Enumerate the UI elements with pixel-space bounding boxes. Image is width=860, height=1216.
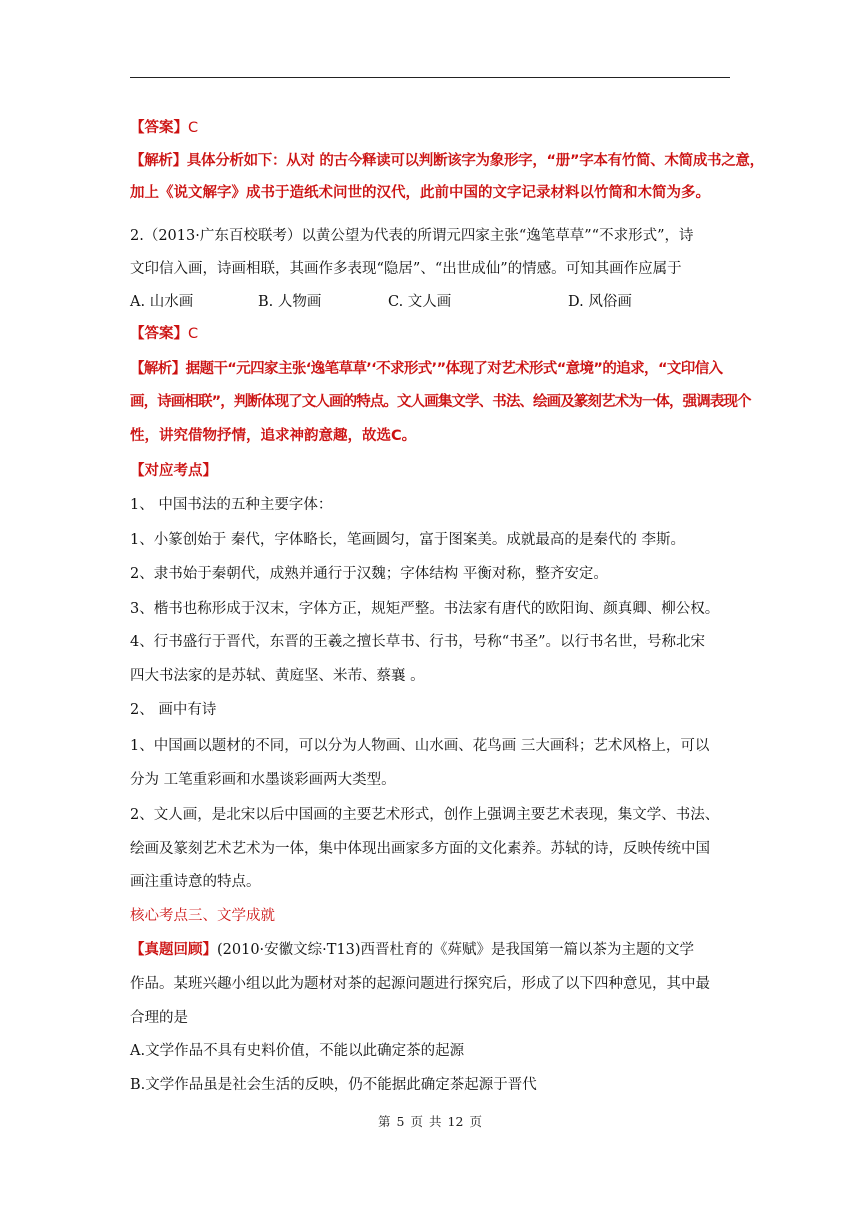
- review-option-a: A.文学作品不具有史料价值，不能以此确定茶的起源: [130, 1043, 465, 1059]
- section-1-title: 1、 中国书法的五种主要字体：: [130, 497, 333, 513]
- review-line-2: 作品。某班兴趣小组以此为题材对茶的起源问题进行探究后，形成了以下四种意见，其中最: [130, 976, 710, 992]
- section-1-item: 3、楷书也称形成于汉末，字体方正，规矩严整。书法家有唐代的欧阳询、颜真卿、柳公权。: [130, 601, 720, 617]
- question-2-line-2: 文印信入画，诗画相联，其画作多表现“隐居”、“出世成仙”的情感。可知其画作应属于: [130, 261, 682, 277]
- review-line-3: 合理的是: [130, 1010, 188, 1026]
- section-2-item: 绘画及篆刻艺术艺术为一体，集中体现出画家多方面的文化素养。苏轼的诗，反映传统中国: [130, 841, 710, 857]
- analysis-2-line-3: 性，讲究借物抒情，追求神韵意趣，故选C。: [130, 428, 417, 444]
- analysis-tag: 【解析】: [130, 152, 187, 169]
- page-total: 12: [447, 1114, 464, 1129]
- option-c: C. 文人画: [388, 294, 452, 310]
- section-1-item: 1、小篆创始于 秦代，字体略长，笔画圆匀，富于图案美。成就最高的是秦代的 李斯。: [130, 532, 685, 548]
- review-line-1: 【真题回顾】(2010·安徽文综·T13)西晋杜育的《荈赋》是我国第一篇以茶为主题的文学: [130, 941, 695, 958]
- section-2-title: 2、 画中有诗: [130, 702, 217, 718]
- section-2-item: 分为 工笔重彩画和水墨谈彩画两大类型。: [130, 772, 396, 788]
- points-heading: 【对应考点】: [130, 462, 217, 479]
- answer-letter: C: [188, 120, 199, 136]
- answer-tag: 【答案】: [130, 119, 188, 136]
- section-2-item: 2、文人画，是北宋以后中国画的主要艺术形式，创作上强调主要艺术表现，集文学、书法、: [130, 807, 720, 823]
- analysis-2-line-1: 【解析】据题干“元四家主张‘逸笔草草’‘不求形式’”体现了对艺术形式“意境”的追求，“文印信入: [130, 360, 723, 377]
- analysis-1-line-2: 加上《说文解字》成书于造纸术问世的汉代，此前中国的文字记录材料以竹简和木简为多。: [130, 185, 710, 201]
- option-b: B. 人物画: [258, 294, 322, 310]
- page-number: 5: [396, 1114, 405, 1129]
- section-1-item: 2、隶书始于秦朝代，成熟并通行于汉魏；字体结构 平衡对称，整齐安定。: [130, 566, 608, 582]
- option-d: D. 风俗画: [568, 294, 632, 310]
- option-a: A. 山水画: [130, 294, 194, 310]
- question-2-line-1: 2.（2013·广东百校联考）以黄公望为代表的所谓元四家主张“逸笔草草”“不求形式”，诗: [130, 228, 694, 244]
- page-footer: 第 5 页 共 12 页: [378, 1114, 482, 1129]
- header-rule: [130, 77, 730, 78]
- analysis-tag: 【解析】: [130, 360, 186, 377]
- analysis-1-line-1: 【解析】具体分析如下：从对 的古今释读可以判断该字为象形字，“册”字本有竹简、木简成书之意，: [130, 152, 764, 169]
- section-2-item: 1、中国画以题材的不同，可以分为人物画、山水画、花鸟画 三大画科；艺术风格上，可以: [130, 738, 710, 754]
- answer-line-2: [130, 324, 198, 344]
- section-1-item: 四大书法家的是苏轼、黄庭坚、米芾、蔡襄 。: [130, 668, 425, 684]
- review-option-b: B.文学作品虽是社会生活的反映，仍不能据此确定茶起源于晋代: [130, 1077, 537, 1093]
- section-1-item: 4、行书盛行于晋代，东晋的王羲之擅长草书、行书，号称“书圣”。以行书名世，号称北宋: [130, 634, 706, 650]
- review-tag: 【真题回顾】: [130, 941, 217, 958]
- answer-letter: C: [188, 326, 199, 342]
- section-2-item: 画注重诗意的特点。: [130, 874, 261, 890]
- core-point-3-title: 核心考点三、文学成就: [130, 908, 275, 924]
- answer-line-1: [130, 118, 198, 138]
- answer-tag: 【答案】: [130, 325, 188, 342]
- analysis-2-line-2: 画，诗画相联”，判断体现了文人画的特点。文人画集文学、书法、绘画及篆刻艺术为一体，强调表现个: [130, 394, 751, 410]
